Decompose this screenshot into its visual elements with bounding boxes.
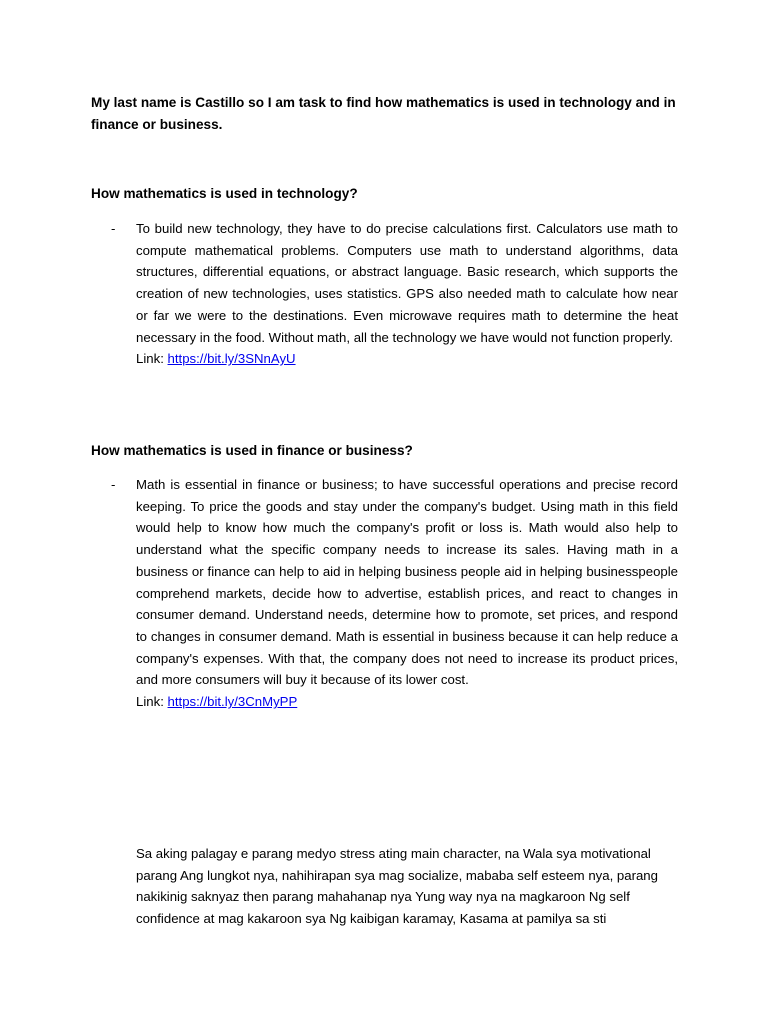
reflection-paragraph: Sa aking palagay e parang medyo stress ating main character, na Wala sya motivational parang Ang lungkot nya, nahihirapan sya mag socialize, mababa self esteem nya, parang nakikinig saknyaz then parang mahahanap nya Yung way nya na magkaroon Ng self confidence at mag kakaroon sya Ng kaibigan karamay, Kasama at pamilya sa sti bbox=[136, 846, 658, 927]
business-source-link[interactable]: https://bit.ly/3CnMyPP bbox=[167, 694, 298, 710]
business-bullet bbox=[91, 474, 678, 713]
link-label: Link: bbox=[136, 351, 168, 367]
technology-source-link[interactable]: https://bit.ly/3SNnAyU bbox=[167, 351, 296, 367]
bullet-dash: - bbox=[111, 221, 116, 236]
intro-paragraph: My last name is Castillo so I am task to find how mathematics is used in technology and in finance or business. bbox=[91, 95, 676, 132]
link-label: Link: bbox=[136, 694, 168, 710]
business-body: Math is essential in finance or business; to have successful operations and precise record keeping. To price the goods and stay under the company's budget. Using math in this field would help to know how much the company's profit or loss is. Math would also help to understand what the specific company needs to increase its sales. Having math in a business or finance can help to aid in helping business people aid in helping businesspeople comprehend markets, decide how to advertise, establish prices, and react to changes in consumer demand. Understand needs, determine how to promote, set prices, and respond to changes in consumer demand. Math is essential in business because it can help reduce a company's expenses. With that, the company does not need to increase its product prices, and more consumers will buy it because of its lower cost. bbox=[136, 477, 678, 688]
technology-link-line bbox=[136, 348, 678, 370]
technology-heading: How mathematics is used in technology? bbox=[91, 186, 358, 201]
technology-bullet bbox=[91, 218, 678, 370]
technology-body: To build new technology, they have to do precise calculations first. Calculators use math to compute mathematical problems. Computers use math to understand algorithms, data structures, differential equations, or abstract language. Basic research, which supports the creation of new technologies, uses statistics. GPS also needed math to calculate how near or far we were to the destinations. Even microwave requires math to determine the heat necessary in the food. Without math, all the technology we have would not function properly. bbox=[136, 221, 678, 345]
business-heading: How mathematics is used in finance or business? bbox=[91, 443, 413, 458]
bullet-dash: - bbox=[111, 477, 116, 492]
business-link-line bbox=[136, 691, 678, 713]
